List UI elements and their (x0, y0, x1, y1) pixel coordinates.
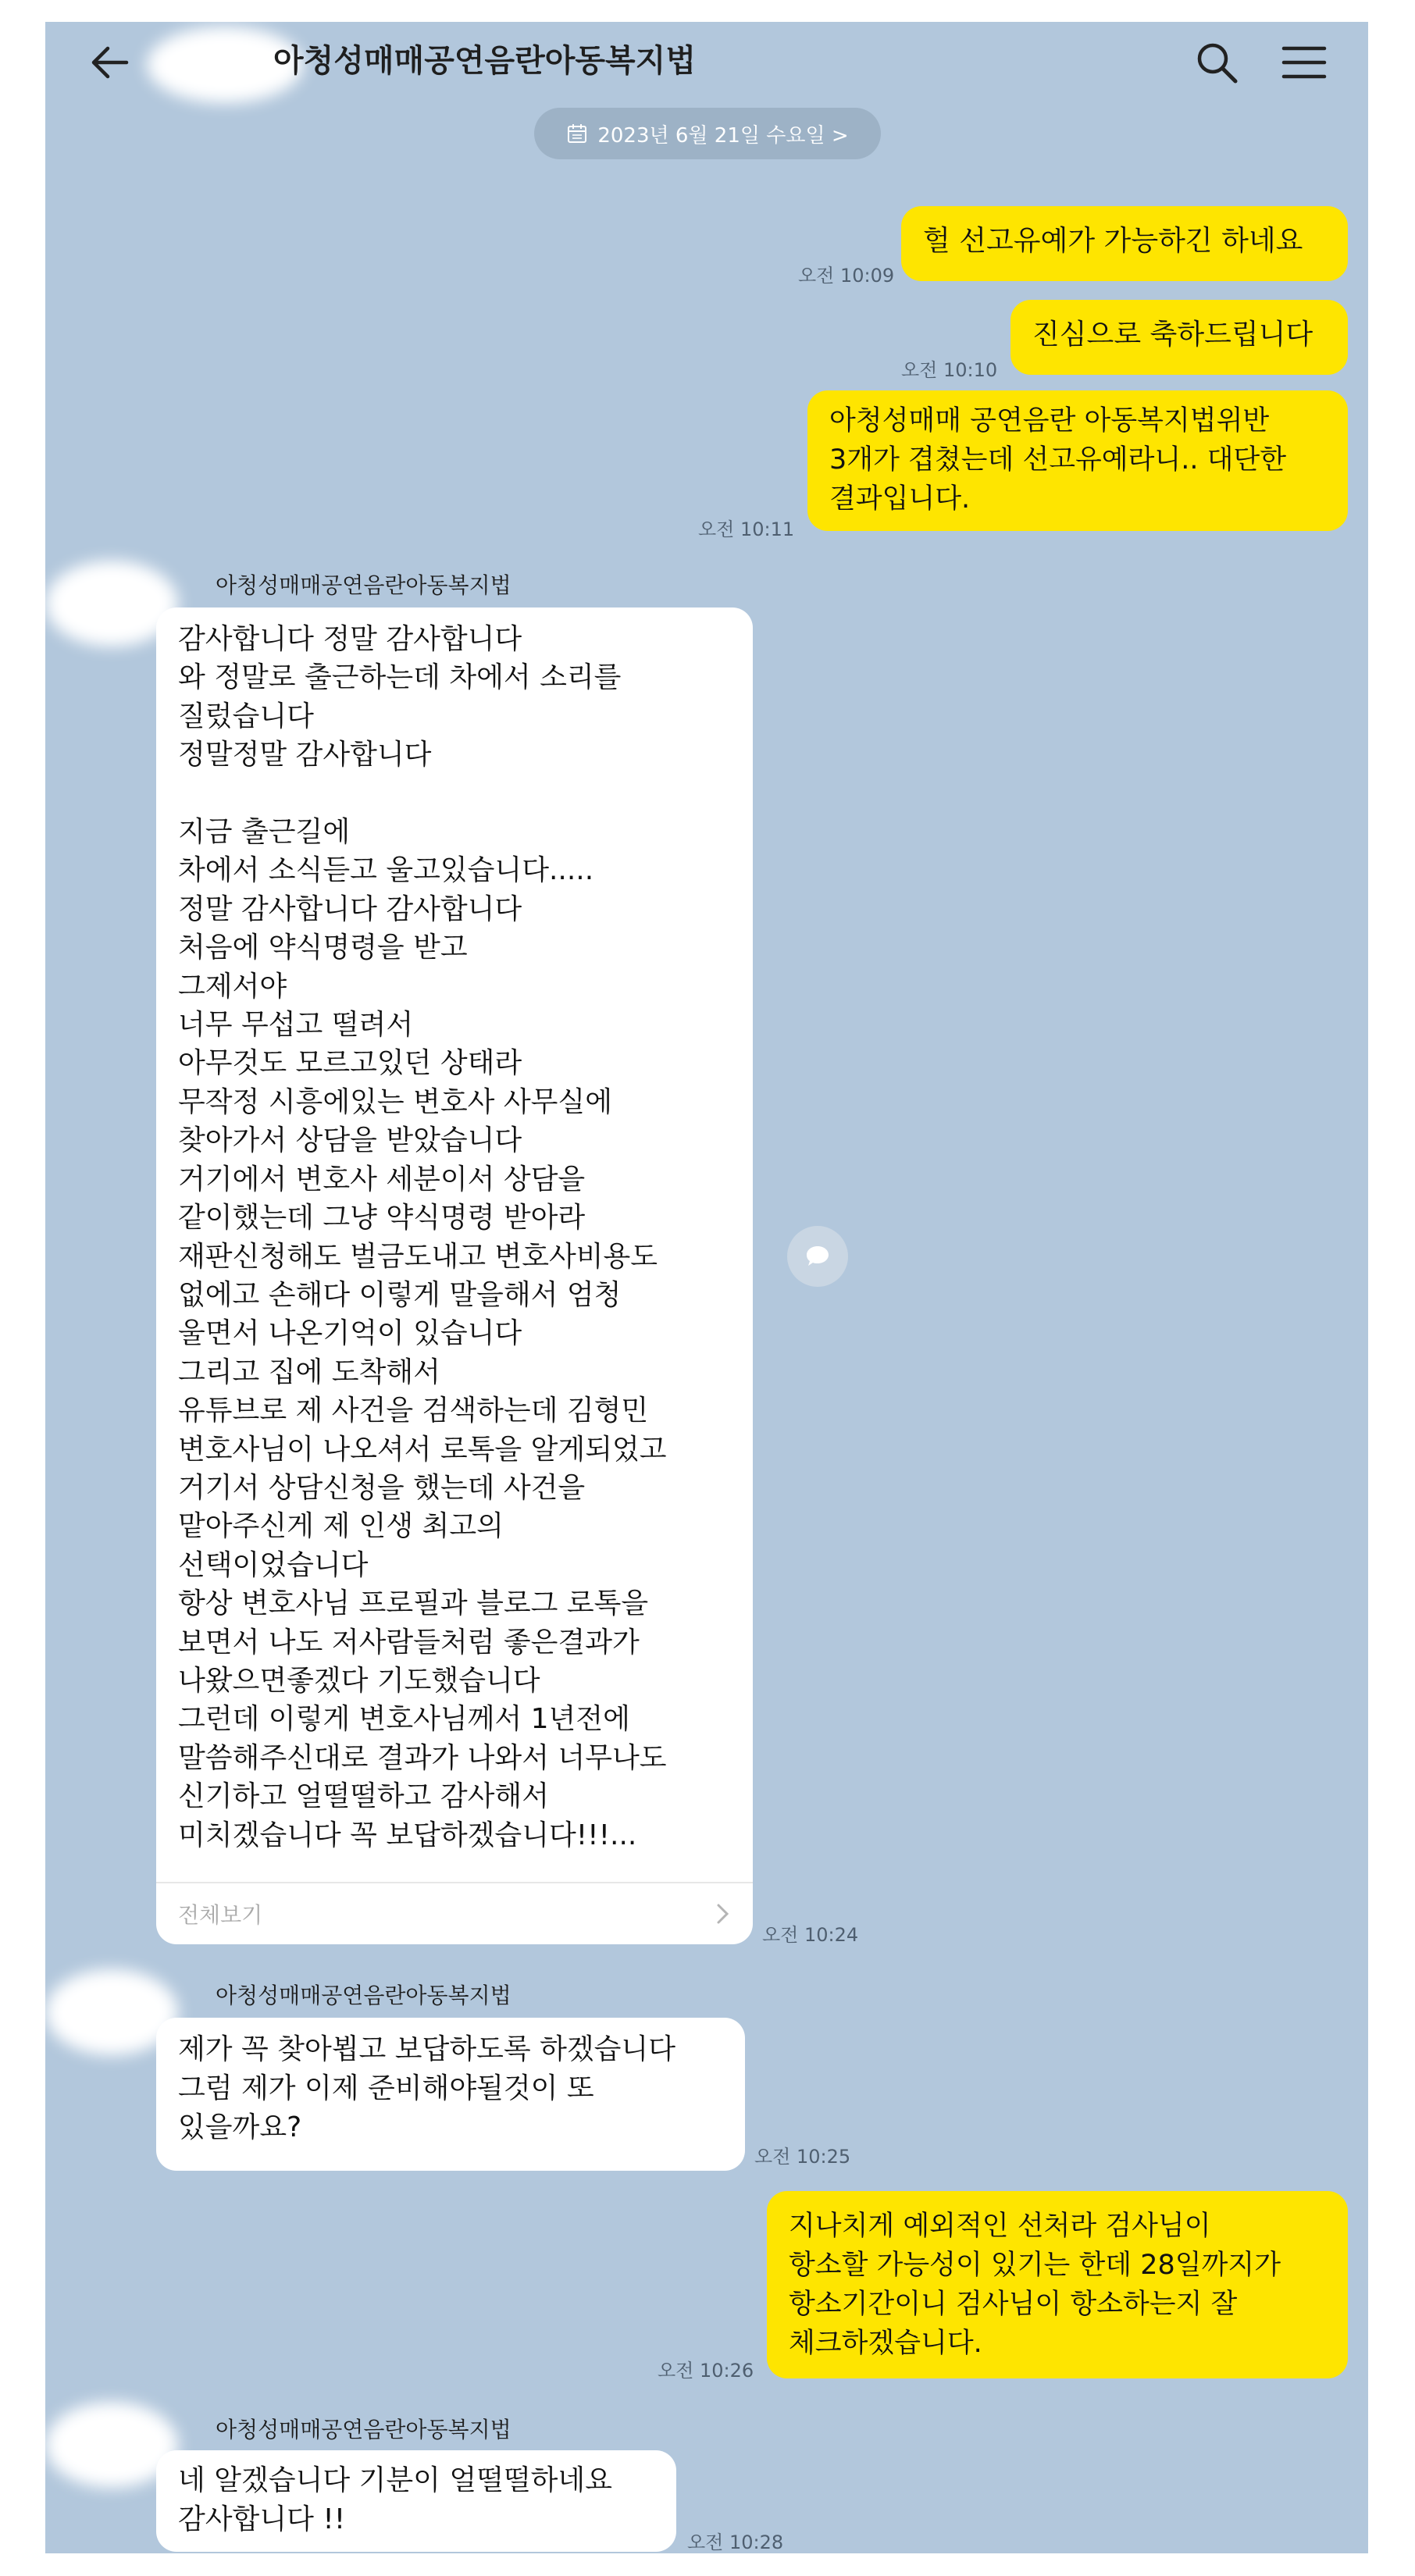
chat-title: 아청성매매공연음란아동복지법 (273, 43, 696, 79)
speech-bubble-button[interactable] (787, 1226, 848, 1287)
message-bubble-outgoing[interactable]: 헐 선고유예가 가능하긴 하네요 (901, 206, 1348, 281)
message-time: 오전 10:25 (754, 2146, 851, 2168)
message-time: 오전 10:11 (698, 518, 795, 540)
message-time: 오전 10:28 (687, 2531, 784, 2553)
sender-name: 아청성매매공연음란아동복지법 (216, 2417, 511, 2442)
message-time: 오전 10:26 (658, 2360, 754, 2382)
message-bubble-outgoing[interactable]: 진심으로 축하드립니다 (1010, 300, 1348, 375)
menu-icon[interactable] (1279, 39, 1329, 86)
message-bubble-outgoing[interactable]: 아청성매매 공연음란 아동복지법위반 3개가 겹쳤는데 선고유예라니.. 대단한 결과입니다. (807, 390, 1348, 531)
app-bar (45, 22, 1368, 100)
message-bubble-outgoing[interactable]: 지나치게 예외적인 선처라 검사님이 항소할 가능성이 있기는 한데 28일까지가 항소기간이니 검사님이 항소하는지 잘 체크하겠습니다. (767, 2191, 1348, 2378)
message-time: 오전 10:24 (762, 1924, 859, 1946)
sender-name: 아청성매매공연음란아동복지법 (216, 572, 511, 598)
date-divider[interactable] (534, 108, 881, 159)
message-bubble-incoming[interactable]: 네 알겠습니다 기분이 얼떨떨하네요 감사합니다 !! (156, 2450, 676, 2552)
message-bubble-incoming[interactable]: 제가 꼭 찾아뵙고 보답하도록 하겠습니다 그럼 제가 이제 준비해야될것이 또 있을까요? (156, 2018, 745, 2171)
chevron-right-icon (715, 1902, 731, 1926)
calendar-icon (566, 123, 588, 144)
chat-screen (45, 22, 1368, 2553)
search-icon[interactable] (1192, 37, 1242, 87)
message-time: 오전 10:10 (901, 359, 998, 381)
message-text: 감사합니다 정말 감사합니다 와 정말로 출근하는데 차에서 소리를 질렀습니다 정말정말 감사합니다 지금 출근길에 차에서 소식듣고 울고있습니다..... 정말 감사합니다 감사합니다 처음에 약식명령을 받고 그제서야 너무 무섭고 떨려서 아무것도 모르고있던 상태라 무작정 시흥에있는 변호사 사무실에 찾아가서 상담을 받았습니다 거기에서 변호사 세분이서 상담을 같이했는데 그냥 약식명령 받아라 재판신청해도 벌금도내고 변호사비용도 없에고 손해다 이렇게 말을해서 엄청 울면서 나온기억이 있습니다 그리고 집에 도착해서 유튜브로 제 사건을 검색하는데 김형민 변호사님이 나오셔서 로톡을 알게되었고 거기서 상담신청을 했는데 사건을 맡아주신게 제 인생 최고의 선택이었습니다 항상 변호사님 프로필과 블로그 로톡을 보면서 나도 저사람들처럼 좋은결과가 나왔으면좋겠다 기도했습니다 그런데 이렇게 변호사님께서 1년전에 말씀해주신대로 결과가 나와서 너무나도 신기하고 얼떨떨하고 감사해서 미치겠습니다 꼭 보답하겠습니다!!!... (178, 623, 667, 1851)
date-label: 2023년 6월 21일 수요일 > (597, 123, 849, 148)
message-time: 오전 10:09 (798, 265, 895, 287)
view-all-label: 전체보기 (178, 1902, 263, 1928)
speech-bubble-icon (804, 1244, 831, 1269)
view-all-row[interactable] (156, 1882, 753, 1944)
sender-name: 아청성매매공연음란아동복지법 (216, 1983, 511, 2008)
back-arrow-icon[interactable] (86, 39, 133, 86)
message-bubble-incoming[interactable] (156, 607, 753, 1944)
